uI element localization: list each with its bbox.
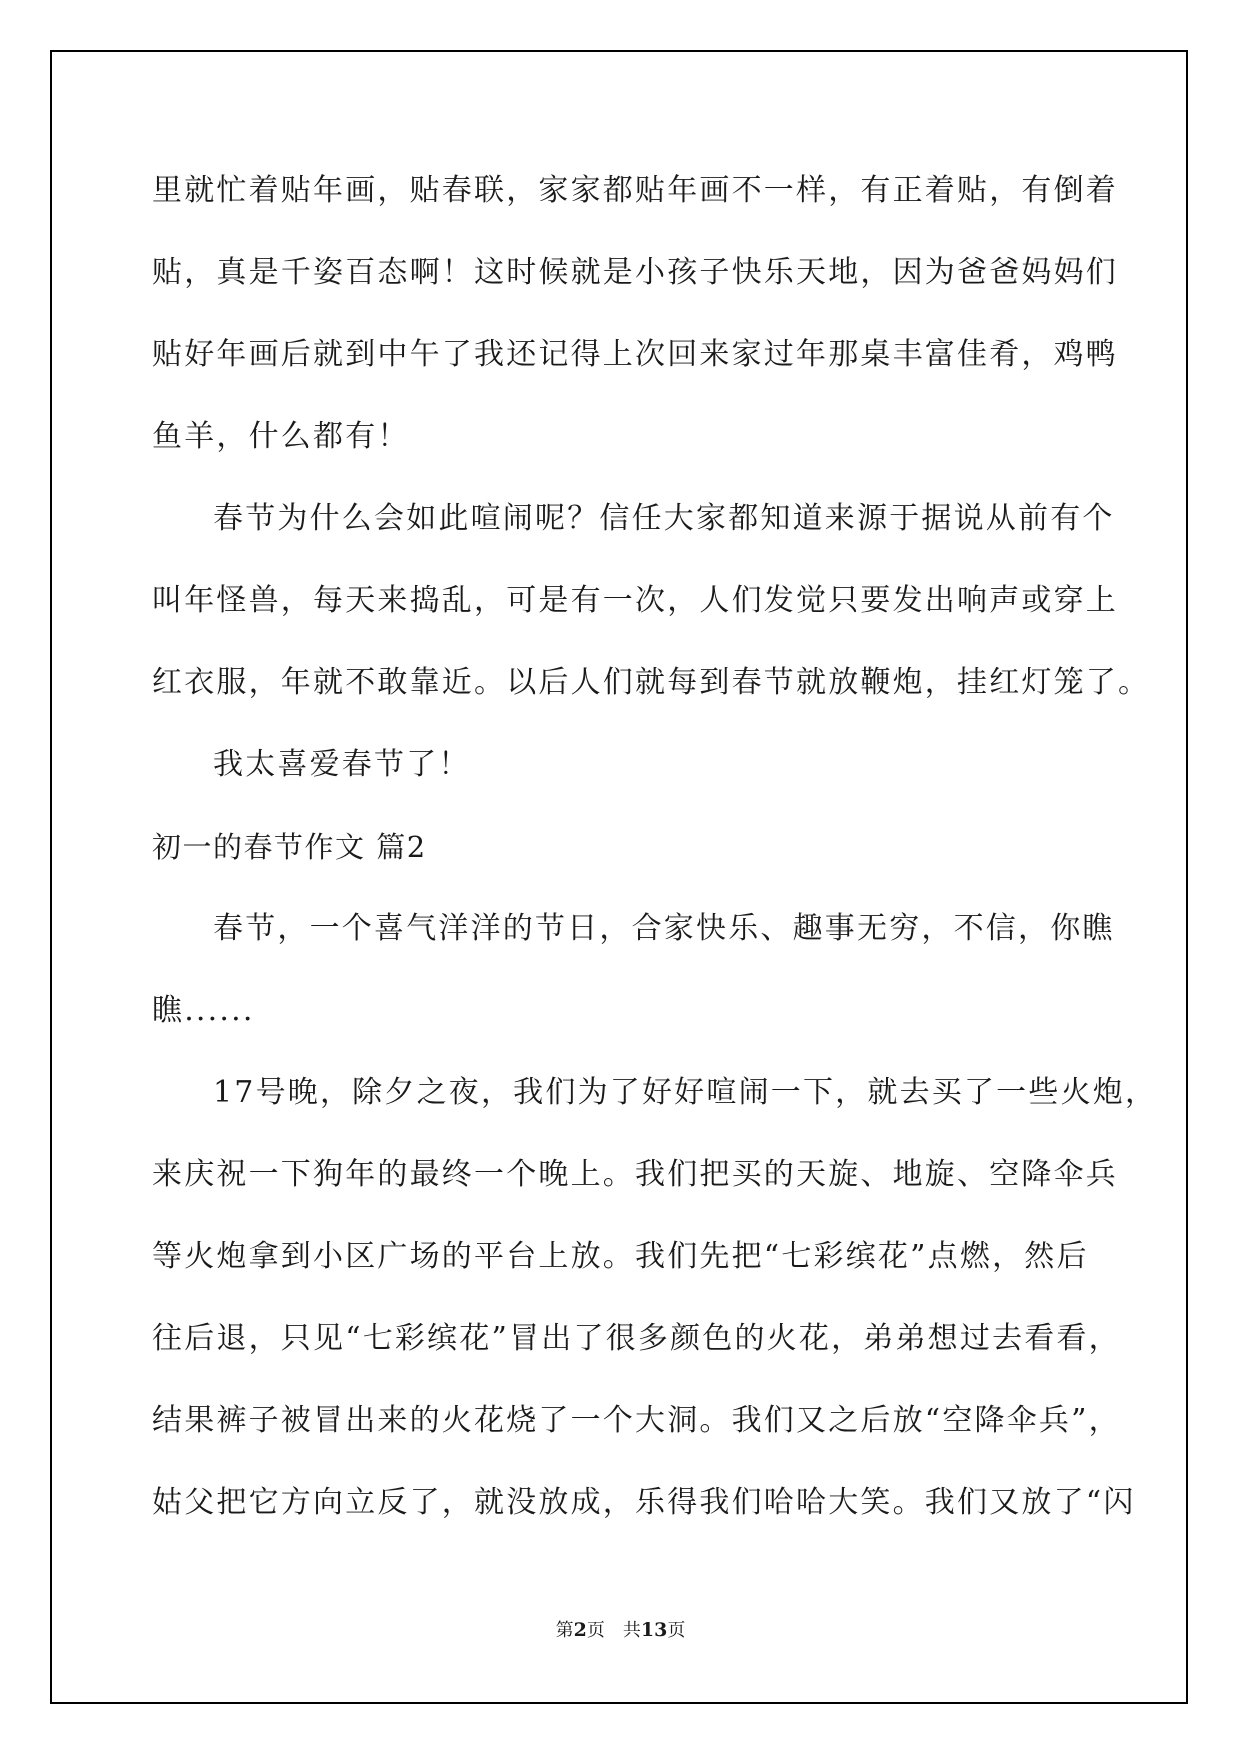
text-line: 红衣服，年就不敢靠近。以后人们就每到春节就放鞭炮，挂红灯笼了。 bbox=[152, 665, 1151, 700]
text-line: 瞧...... bbox=[152, 993, 255, 1028]
paragraph-start-line: 春节为什么会如此喧闹呢？信任大家都知道来源于据说从前有个 bbox=[213, 501, 1115, 536]
total-label-suffix: 页 bbox=[667, 1620, 686, 1641]
text-line: 里就忙着贴年画，贴春联，家家都贴年画不一样，有正着贴，有倒着 bbox=[152, 173, 1118, 208]
paragraph-start-line: 17号晚，除夕之夜，我们为了好好喧闹一下，就去买了一些火炮， bbox=[213, 1075, 1158, 1110]
paragraph-start-line: 春节，一个喜气洋洋的节日，合家快乐、趣事无穷，不信，你瞧 bbox=[213, 911, 1115, 946]
section-heading: 初一的春节作文 篇2 bbox=[152, 830, 427, 864]
text-line: 贴，真是千姿百态啊！这时候就是小孩子快乐天地，因为爸爸妈妈们 bbox=[152, 255, 1118, 290]
text-line: 鱼羊，什么都有！ bbox=[152, 419, 410, 454]
text-line: 叫年怪兽，每天来捣乱，可是有一次，人们发觉只要发出响声或穿上 bbox=[152, 583, 1118, 618]
total-page-number: 13 bbox=[640, 1619, 668, 1641]
page-footer bbox=[0, 1618, 1241, 1643]
current-page-number: 2 bbox=[573, 1619, 587, 1641]
text-line: 等火炮拿到小区广场的平台上放。我们先把“七彩缤花”点燃，然后 bbox=[152, 1239, 1089, 1274]
paragraph-start-line: 我太喜爱春节了！ bbox=[213, 747, 471, 782]
text-line: 往后退，只见“七彩缤花”冒出了很多颜色的火花，弟弟想过去看看， bbox=[152, 1321, 1121, 1356]
text-line: 姑父把它方向立反了，就没放成，乐得我们哈哈大笑。我们又放了“闪 bbox=[152, 1485, 1136, 1520]
page-label-suffix: 页 bbox=[586, 1620, 605, 1641]
text-line: 结果裤子被冒出来的火花烧了一个大洞。我们又之后放“空降伞兵”， bbox=[152, 1403, 1121, 1438]
text-line: 贴好年画后就到中午了我还记得上次回来家过年那桌丰富佳肴，鸡鸭 bbox=[152, 337, 1118, 372]
text-line: 来庆祝一下狗年的最终一个晚上。我们把买的天旋、地旋、空降伞兵 bbox=[152, 1157, 1118, 1192]
document-body bbox=[152, 160, 1158, 1554]
total-label-prefix: 共 bbox=[622, 1620, 641, 1641]
page-label-prefix: 第 bbox=[555, 1620, 574, 1641]
